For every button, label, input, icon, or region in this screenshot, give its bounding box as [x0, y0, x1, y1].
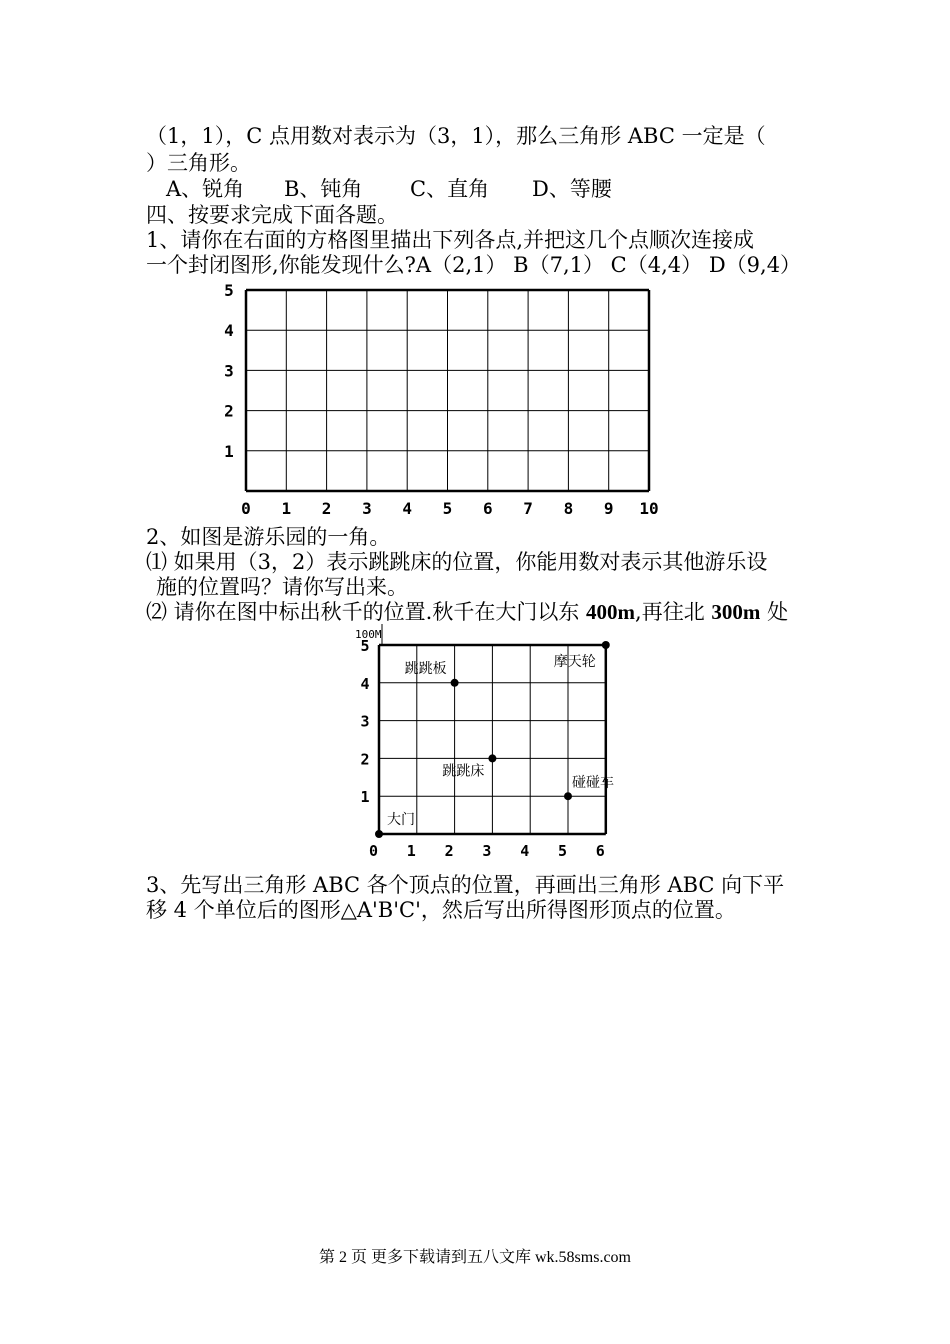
map-y-tick-label: 3	[360, 712, 370, 731]
distance-east: 400m	[586, 600, 636, 624]
place-dot	[375, 830, 383, 838]
map-x-tick-label: 1	[406, 842, 416, 858]
map-y-tick-label: 5	[360, 637, 370, 655]
place-label: 碰碰车	[572, 775, 614, 792]
map-x-tick-label: 4	[520, 842, 530, 858]
q1-line2: 一个封闭图形,你能发现什么?A（2,1） B（7,1） C（4,4） D（9,4）	[146, 253, 802, 277]
map-x-tick-label: 3	[482, 842, 492, 858]
y-tick-label: 3	[224, 361, 234, 381]
x-tick-label: 1	[281, 499, 292, 518]
place-dot	[451, 679, 459, 687]
place-dot	[488, 754, 496, 762]
grid-lines	[246, 290, 649, 491]
option-d: D、等腰	[532, 177, 612, 201]
map-x-tick-label: 6	[595, 842, 605, 858]
question-continuation-line1: （1，1），C 点用数对表示为（3，1），那么三角形 ABC 一定是（	[146, 124, 766, 148]
q2-part1-line1: ⑴ 如果用（3，2）表示跳跳床的位置，你能用数对表示其他游乐设	[146, 550, 768, 574]
place-dot	[602, 641, 610, 649]
x-axis-labels	[241, 499, 658, 518]
park-map	[350, 622, 630, 858]
map-places	[375, 641, 614, 838]
x-tick-label: 2	[321, 499, 332, 518]
map-x-labels	[369, 842, 605, 858]
option-a: A、锐角	[166, 177, 245, 201]
x-tick-label: 8	[563, 499, 574, 518]
scale-label: 100M	[355, 628, 382, 641]
question-continuation-line2: ）三角形。	[146, 151, 251, 175]
x-tick-label: 5	[442, 499, 453, 518]
option-b: B、钝角	[284, 177, 363, 201]
map-x-tick-label: 0	[369, 842, 379, 858]
distance-north: 300m	[711, 600, 761, 624]
x-tick-label: 3	[362, 499, 372, 518]
x-tick-label: 7	[523, 499, 533, 518]
coordinate-grid	[215, 280, 675, 520]
q2-part2-mid: ,再往北	[635, 600, 705, 624]
map-y-tick-label: 4	[360, 674, 370, 693]
y-tick-label: 4	[224, 321, 234, 341]
map-x-tick-label: 2	[444, 842, 454, 858]
answer-options	[166, 176, 612, 202]
q2-part2-suffix: 处	[767, 600, 789, 624]
place-label: 摩天轮	[553, 654, 596, 670]
x-tick-label: 10	[639, 499, 659, 518]
option-c: C、直角	[410, 177, 490, 201]
map-y-tick-label: 1	[360, 788, 370, 807]
x-tick-label: 0	[241, 499, 251, 518]
x-tick-label: 4	[402, 499, 413, 518]
q1-line1: 1、请你在右面的方格图里描出下列各点,并把这几个点顺次连接成	[146, 228, 755, 252]
section-title: 四、按要求完成下面各题。	[146, 203, 398, 227]
page-footer: 第 2 页 更多下载请到五八文库 wk.58sms.com	[318, 1249, 631, 1266]
y-axis-labels	[224, 281, 234, 461]
place-label: 跳跳床	[442, 763, 485, 780]
q3-line2: 移 4 个单位后的图形△A'B'C'，然后写出所得图形顶点的位置。	[146, 898, 736, 922]
y-tick-label: 5	[224, 281, 234, 300]
q2-part2-prefix: ⑵ 请你在图中标出秋千的位置.秋千在大门以东	[146, 600, 580, 624]
map-y-tick-label: 2	[360, 750, 370, 769]
y-tick-label: 1	[224, 441, 234, 461]
q3-line1: 3、先写出三角形 ABC 各个顶点的位置，再画出三角形 ABC 向下平	[146, 873, 785, 897]
q2-title: 2、如图是游乐园的一角。	[146, 525, 391, 549]
y-tick-label: 2	[224, 401, 234, 421]
map-y-labels	[360, 637, 369, 806]
x-tick-label: 6	[482, 499, 493, 518]
q2-part1-line2: 施的位置吗？请你写出来。	[156, 575, 408, 599]
map-x-tick-label: 5	[558, 842, 568, 858]
place-label: 跳跳板	[404, 660, 447, 677]
x-tick-label: 9	[603, 499, 614, 518]
place-label: 大门	[387, 812, 415, 828]
place-dot	[564, 792, 572, 800]
